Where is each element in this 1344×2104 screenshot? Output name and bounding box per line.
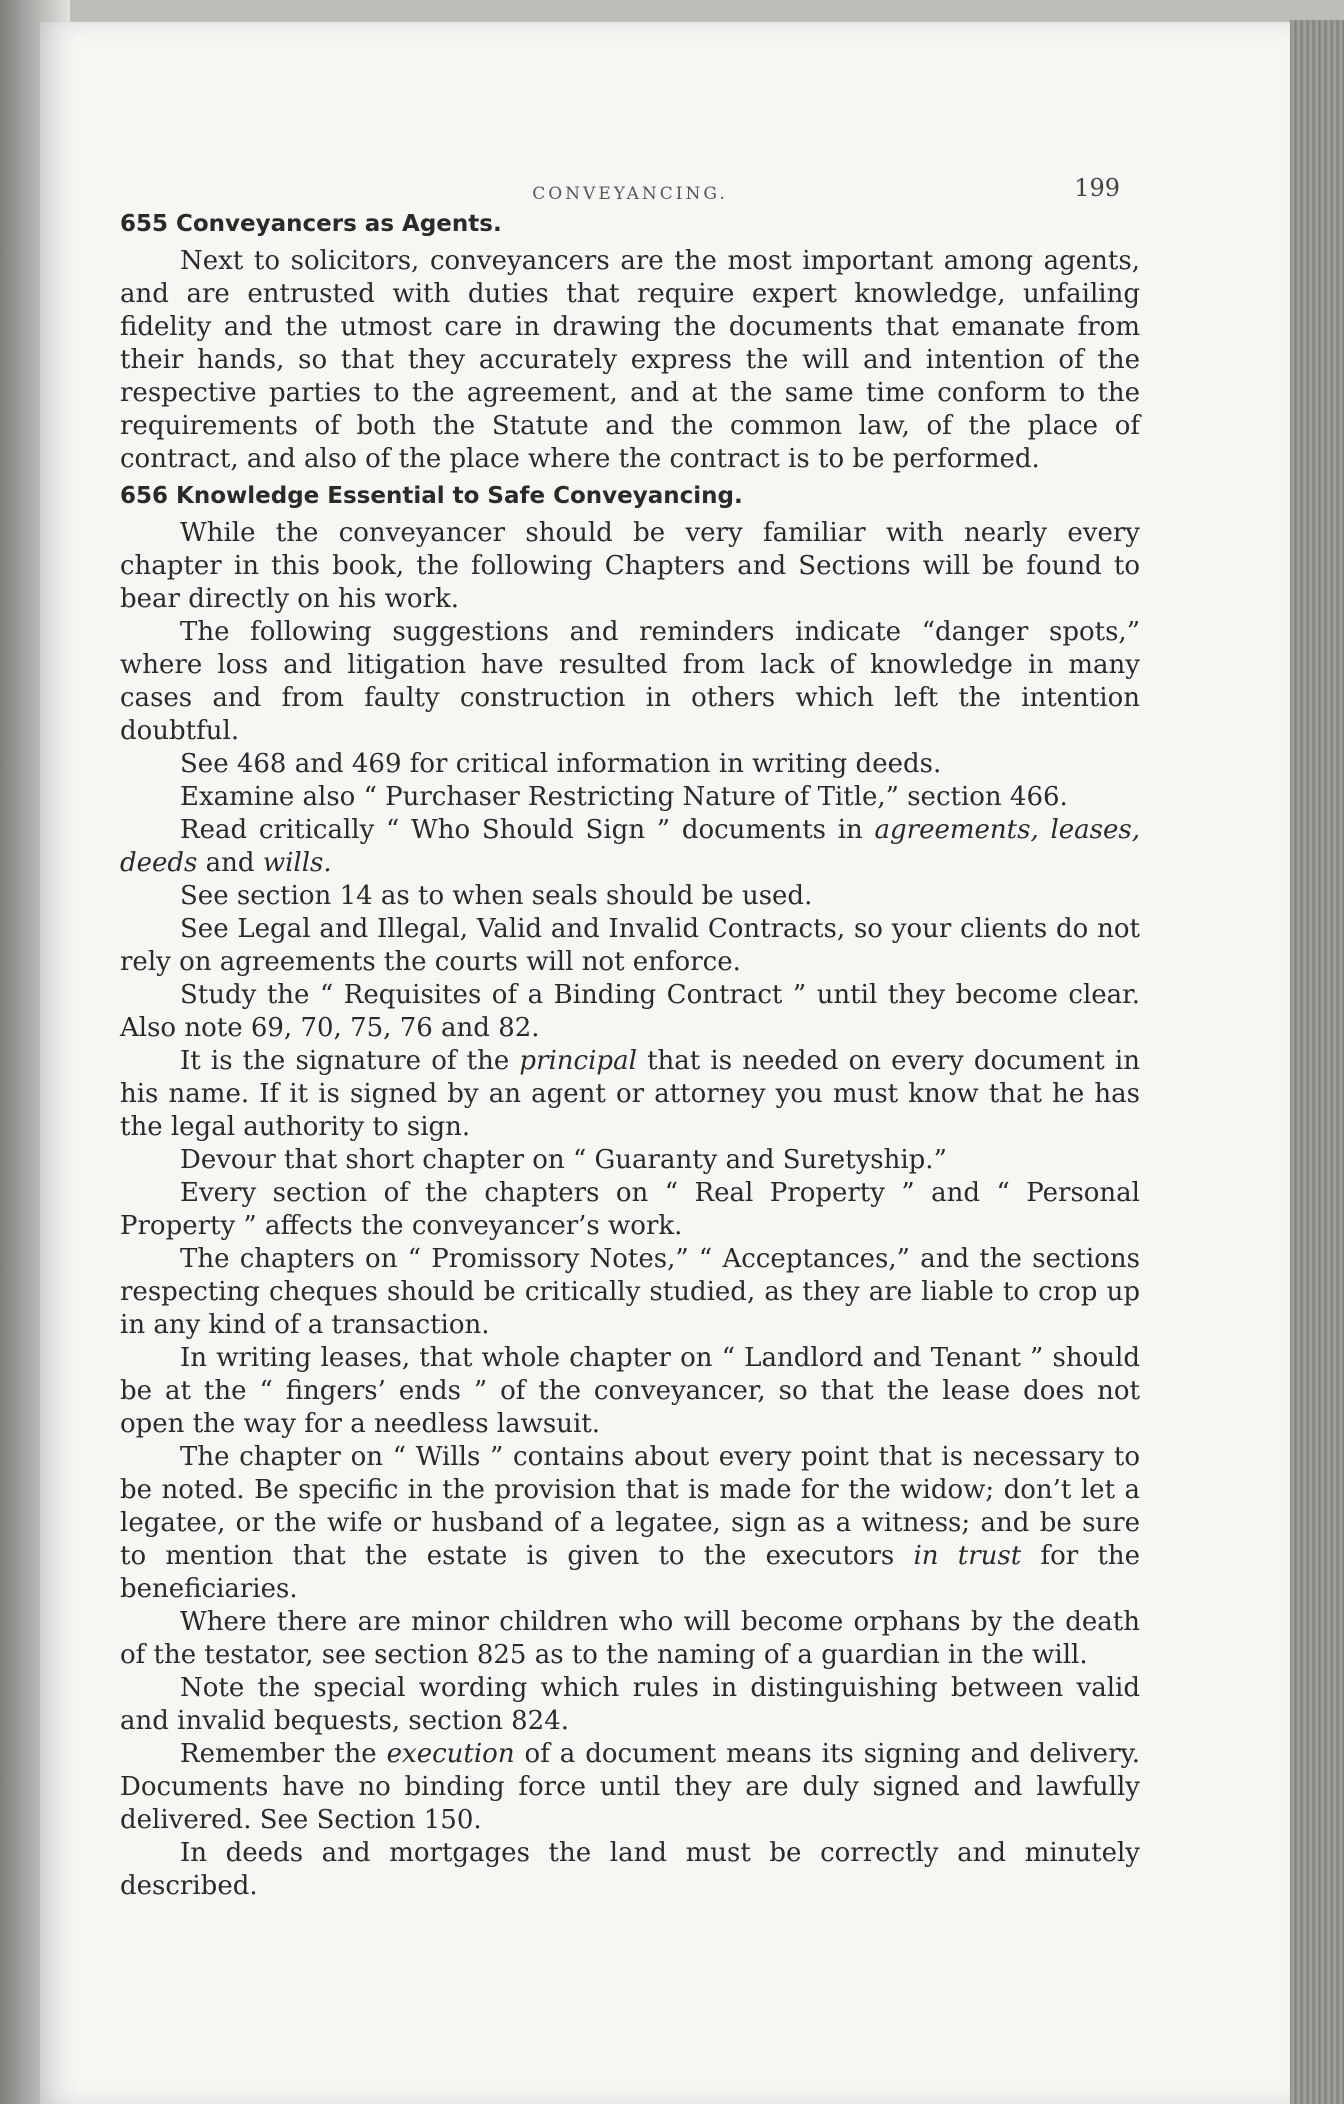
paragraph: Every section of the chapters on “ Real Property ” and “ Personal Property ” affects the conveyancer’s work. (120, 1178, 1140, 1241)
italic-run: principal (519, 1046, 637, 1076)
section-heading-656 (120, 480, 1140, 513)
paragraph: Next to solicitors, conveyancers are the most important among agents, and are entrusted with duties that require expert knowledge, unfailing fidelity and the utmost care in drawing the documents that emanate from their hands, so that they accurately express the will and intention of the respective parties to the agreement, and at the same time conform to the requirements of both the Statute and the common law, of the place of contract, and also of the place where the contract is to be performed. (120, 246, 1140, 474)
paragraph: While the conveyancer should be very familiar with nearly every chapter in this book, the following Chapters and Sections will be found to bear directly on his work. (120, 518, 1140, 614)
italic-run: execution (386, 1739, 515, 1769)
paragraph: In writing leases, that whole chapter on “ Landlord and Tenant ” should be at the “ fingers’ ends ” of the conveyancer, so that the lease does not open the way for a needless lawsuit. (120, 1343, 1140, 1439)
paragraph: Study the “ Requisites of a Binding Contract ” until they become clear. Also note 69, 70, 75, 76 and 82. (120, 980, 1140, 1043)
paragraph-read-critically (120, 814, 1140, 880)
book-page-edges (1290, 20, 1344, 2104)
section-number: 656 (120, 483, 169, 509)
running-title: CONVEYANCING. (532, 184, 728, 204)
paragraph: See section 14 as to when seals should be used. (180, 881, 813, 911)
section-number: 655 (120, 211, 169, 237)
paragraph: Examine also “ Purchaser Restricting Nature of Title,” section 466. (180, 782, 1068, 812)
paragraph: Note the special wording which rules in distinguishing between valid and invalid bequests, section 824. (120, 1673, 1140, 1736)
running-head (120, 158, 1140, 204)
italic-run: in trust (913, 1541, 1022, 1571)
paragraph: See 468 and 469 for critical information in writing deeds. (180, 749, 942, 779)
paragraph-execution (120, 1738, 1140, 1837)
page-sheet (40, 22, 1290, 2104)
text-run: of a document means its signing and delivery. Documents have no binding force until they are duly signed and lawfully delivered. See Section 150. (120, 1739, 1140, 1835)
page-text (120, 158, 1140, 1903)
text-run: Read critically “ Who Should Sign ” documents in (180, 815, 875, 845)
paragraph-principal (120, 1045, 1140, 1144)
paragraph: The chapters on “ Promissory Notes,” “ Acceptances,” and the sections respecting cheques should be critically studied, as they are liable to crop up in any kind of a transaction. (120, 1244, 1140, 1340)
section-title: Knowledge Essential to Safe Conveyancing. (176, 483, 743, 509)
text-run: The chapter on “ Wills ” contains about every point that is necessary to be noted. Be specific in the provision that is made for the widow; don’t let a legatee, or the wife or husband of a legatee, sign as a witness; and be sure to mention that the estate is given to the executors (120, 1442, 1140, 1571)
section-title: Conveyancers as Agents. (176, 211, 502, 237)
text-run: It is the signature of the (180, 1046, 520, 1076)
italic-run: agreements, leases, deeds (120, 815, 1140, 878)
paragraph: The following suggestions and reminders indicate “danger spots,” where loss and litigation have resulted from lack of knowledge in many cases and from faulty construction in others which left the intention doubtful. (120, 617, 1140, 746)
text-run: that is needed on every document in his name. If it is signed by an agent or attorney you must know that he has the legal authority to sign. (120, 1046, 1140, 1142)
paragraph: See Legal and Illegal, Valid and Invalid Contracts, so your clients do not rely on agreements the courts will not enforce. (120, 914, 1140, 977)
paragraph-wills (120, 1441, 1140, 1606)
section-heading-655 (120, 208, 1140, 241)
text-run: for the beneficiaries. (120, 1541, 1140, 1604)
paragraph: Devour that short chapter on “ Guaranty and Suretyship.” (180, 1145, 947, 1175)
paragraph: Where there are minor children who will become orphans by the death of the testator, see section 825 as to the naming of a guardian in the will. (120, 1607, 1140, 1670)
italic-run: wills. (262, 848, 332, 878)
text-run: and (197, 848, 263, 878)
paragraph: In deeds and mortgages the land must be correctly and minutely described. (120, 1838, 1140, 1901)
text-run: Remember the (180, 1739, 387, 1769)
page-number: 199 (1074, 174, 1120, 202)
